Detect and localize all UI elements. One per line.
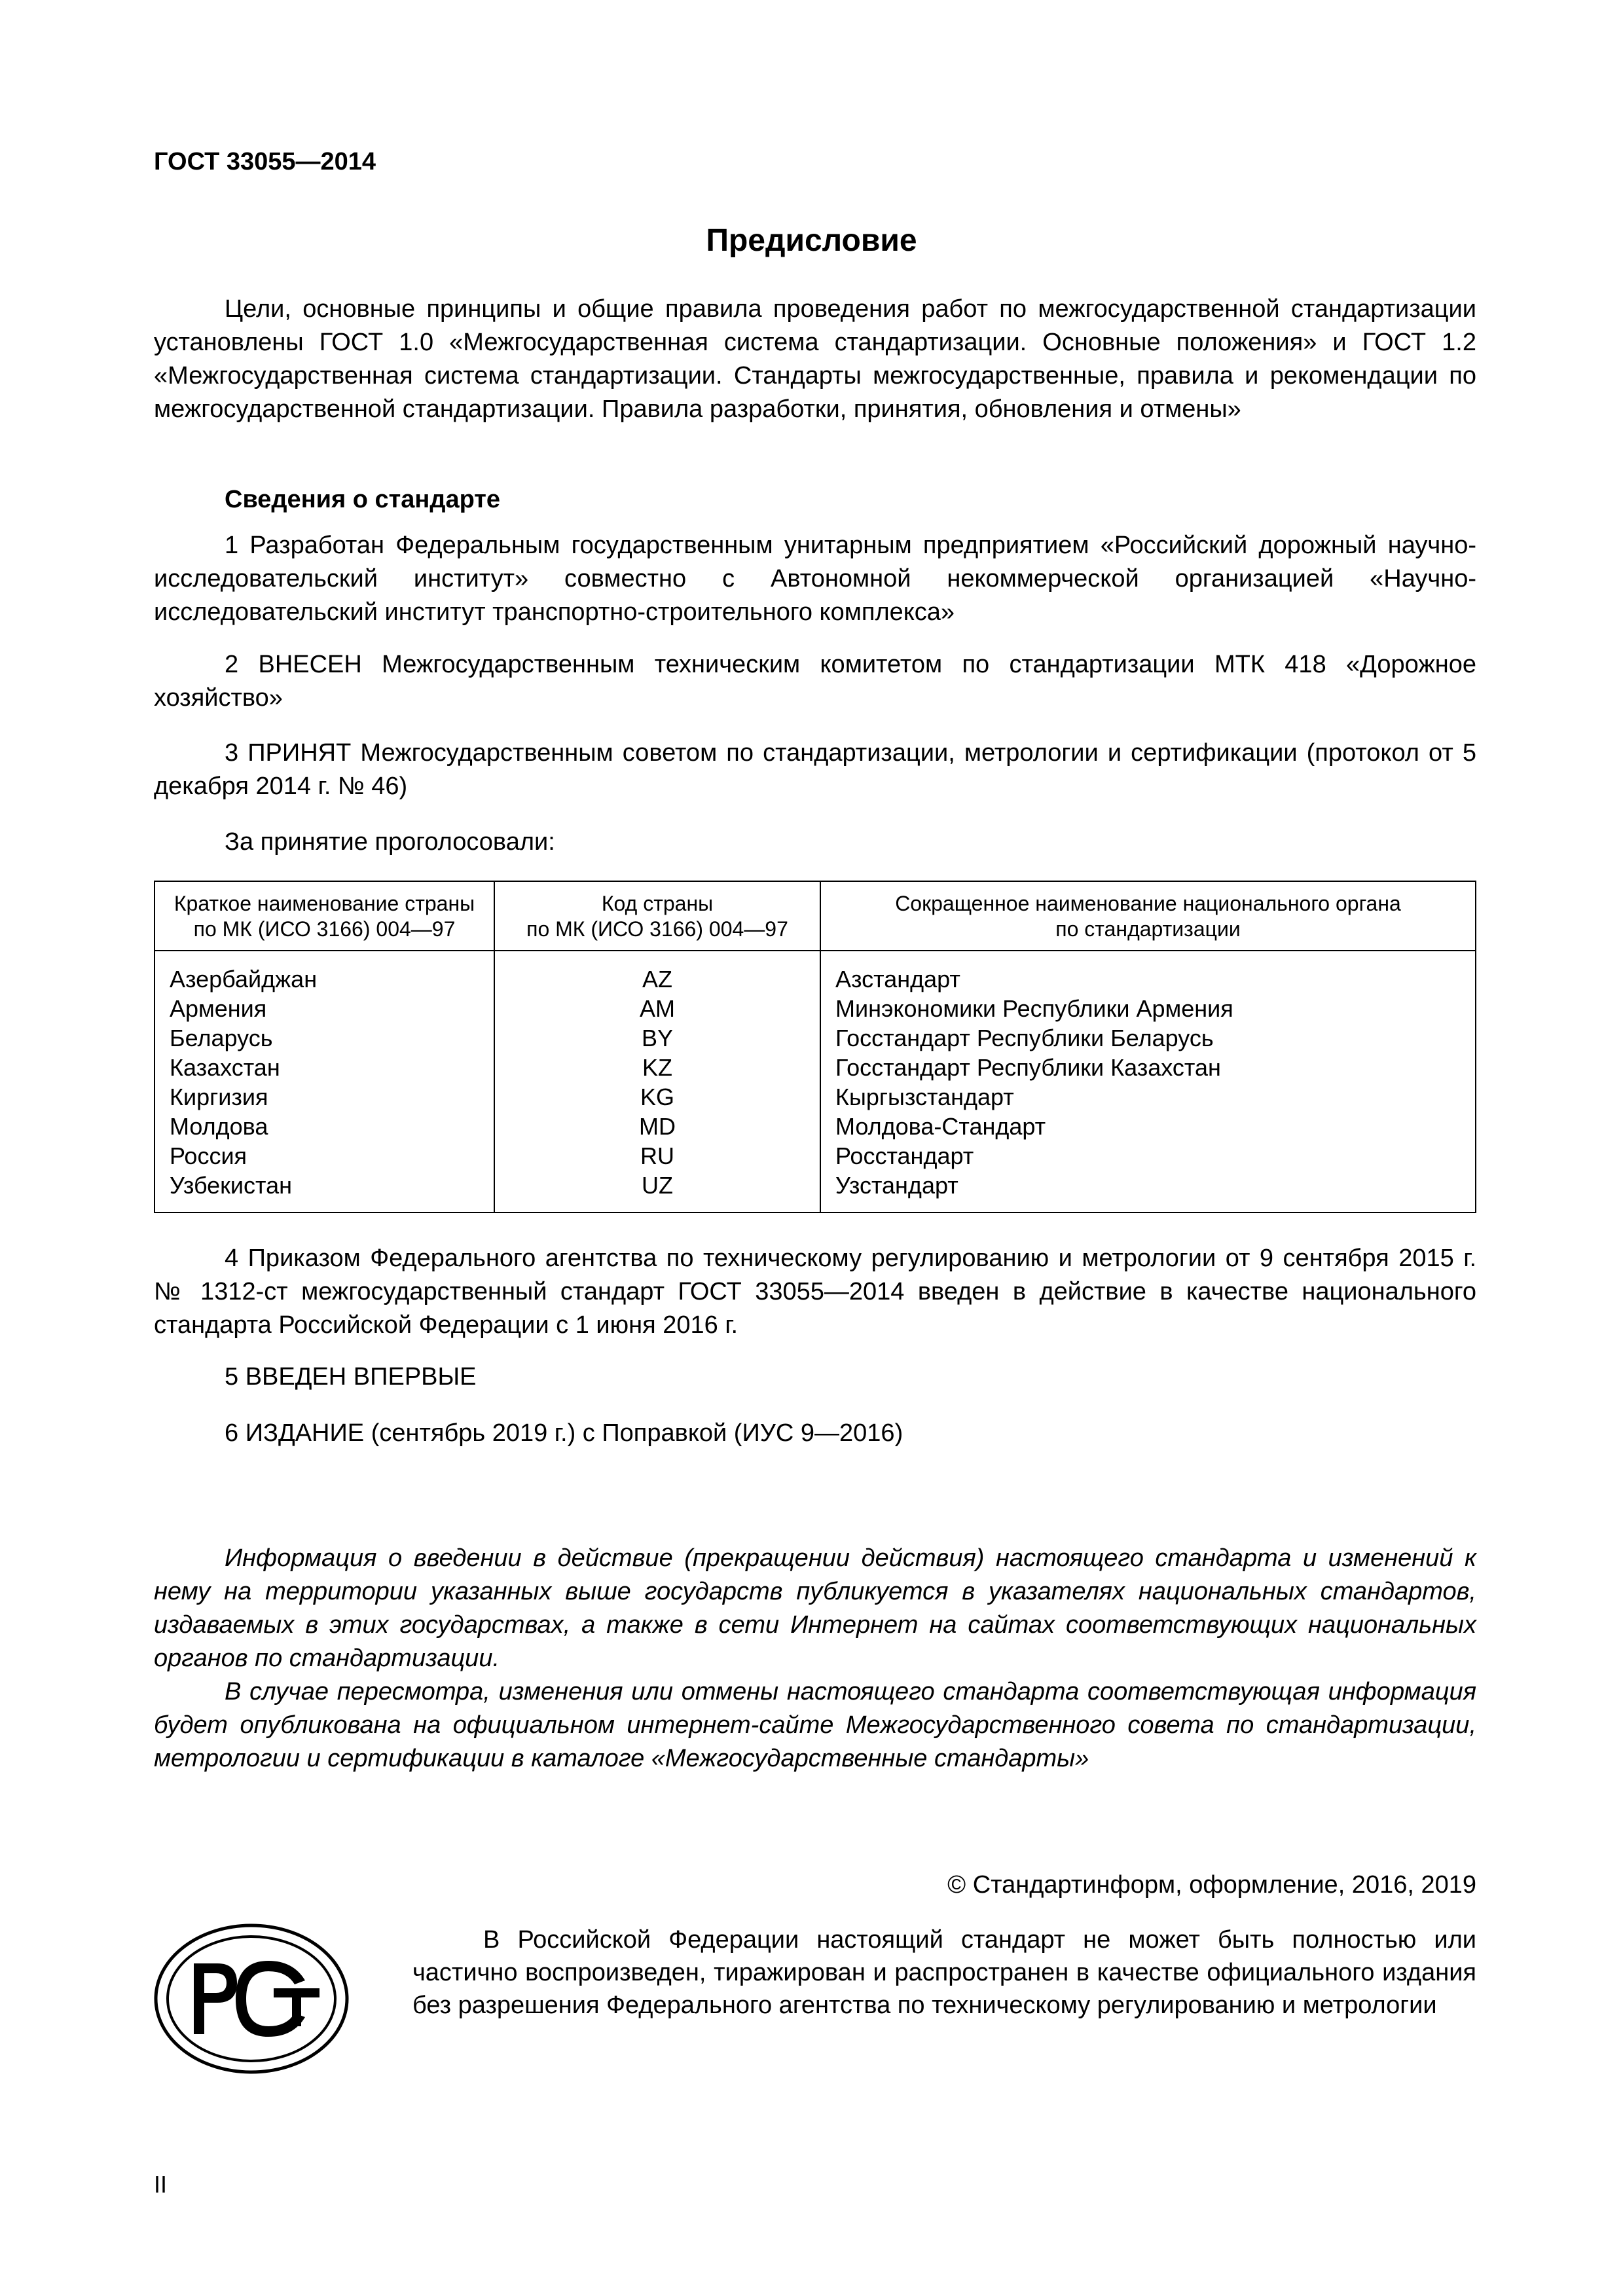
country-code: BY	[494, 1023, 820, 1053]
country-name: Молдова	[155, 1112, 494, 1141]
national-body: Минэкономики Республики Армения	[820, 994, 1476, 1023]
item-developed	[154, 529, 1476, 629]
page-number: II	[154, 2171, 168, 2198]
country-name: Армения	[155, 994, 494, 1023]
item-first-introduced	[154, 1360, 1476, 1394]
country-name: Россия	[155, 1141, 494, 1171]
info-paragraph-2: В случае пересмотра, изменения или отмены настоящего стандарта соответствующая информация будет опубликована на официальном интернет-сайте Межгосударственного совета по стандартизации, метрологии и сертификации в каталоге «Межгосударственные стандарты»	[154, 1678, 1476, 1772]
header-country-name: Краткое наименование страны по МК (ИСО 3166) 004—97	[155, 881, 494, 951]
national-body: Молдова-Стандарт	[820, 1112, 1476, 1141]
item-adopted	[154, 737, 1476, 803]
country-code: MD	[494, 1112, 820, 1141]
country-code: AM	[494, 994, 820, 1023]
item-first-introduced-text: 5 ВВЕДЕН ВПЕРВЫЕ	[225, 1363, 477, 1391]
copyright-line: © Стандартинформ, оформление, 2016, 2019	[947, 1871, 1476, 1899]
item-introduced-text: 2 ВНЕСЕН Межгосударственным техническим комитетом по стандартизации МТК 418 «Дорожное хозяйство»	[154, 651, 1476, 712]
info-notice	[154, 1542, 1476, 1776]
table-row	[155, 951, 1476, 994]
table-header-row	[155, 881, 1476, 951]
national-body: Госстандарт Республики Казахстан	[820, 1053, 1476, 1082]
item-adopted-text: 3 ПРИНЯТ Межгосударственным советом по стандартизации, метрологии и сертификации (протокол от 5 декабря 2014 г. № 46)	[154, 739, 1476, 800]
table-row	[155, 1171, 1476, 1212]
voted-label	[154, 826, 1476, 859]
intro-paragraph	[154, 293, 1476, 426]
country-code: AZ	[494, 951, 820, 994]
subheading: Сведения о стандарте	[225, 486, 501, 513]
table-row	[155, 1141, 1476, 1171]
table-row	[155, 1112, 1476, 1141]
voted-label-text: За принятие проголосовали:	[225, 828, 555, 856]
national-body: Кыргызстандарт	[820, 1082, 1476, 1112]
item-edition	[154, 1417, 1476, 1450]
table-row	[155, 994, 1476, 1023]
national-body: Азстандарт	[820, 951, 1476, 994]
national-body: Узстандарт	[820, 1171, 1476, 1212]
intro-text: Цели, основные принципы и общие правила проведения работ по межгосударственной стандартизации установлены ГОСТ 1.0 «Межгосударственная система стандартизации. Основные положения» и ГОСТ 1.2 «Межгосударственная система стандартизации. Стандарты межгосударственные, правила и рекомендации по межгосударственной стандартизации. Правила разработки, принятия, обновления и отмены»	[154, 295, 1476, 423]
country-code: KZ	[494, 1053, 820, 1082]
table-row	[155, 1023, 1476, 1053]
rights-notice	[412, 1923, 1476, 2022]
country-code: RU	[494, 1141, 820, 1171]
header-national-body: Сокращенное наименование национального органа по стандартизации	[820, 881, 1476, 951]
country-name: Узбекистан	[155, 1171, 494, 1212]
item-order	[154, 1242, 1476, 1342]
standard-info-heading	[154, 483, 1476, 517]
table-row	[155, 1082, 1476, 1112]
standard-code: ГОСТ 33055—2014	[154, 148, 376, 175]
item-order-text: 4 Приказом Федерального агентства по техническому регулированию и метрологии от 9 сентября 2015 г. № 1312-ст межгосударственный стандарт ГОСТ 33055—2014 введен в действие в качестве национального стандарта Российской Федерации с 1 июня 2016 г.	[154, 1245, 1476, 1339]
country-code: UZ	[494, 1171, 820, 1212]
rights-text: В Российской Федерации настоящий стандарт не может быть полностью или частично воспроизведен, тиражирован и распространен в качестве официального издания без разрешения Федерального агентства по техническому регулированию и метрологии	[412, 1926, 1476, 2019]
page-title: Предисловие	[706, 223, 917, 258]
country-name: Казахстан	[155, 1053, 494, 1082]
country-name: Киргизия	[155, 1082, 494, 1112]
item-introduced	[154, 648, 1476, 715]
country-code: KG	[494, 1082, 820, 1112]
voting-countries-table	[154, 881, 1476, 1213]
country-name: Беларусь	[155, 1023, 494, 1053]
item-edition-text: 6 ИЗДАНИЕ (сентябрь 2019 г.) с Поправкой (ИУС 9—2016)	[225, 1419, 903, 1447]
country-name: Азербайджан	[155, 951, 494, 994]
info-paragraph-1: Информация о введении в действие (прекращении действия) настоящего стандарта и изменений к нему на территории указанных выше государств публикуется в указателях национальных стандартов, издаваемых в этих государствах, а также в сети Интернет на сайтах соответствующих национальных органов по стандартизации.	[154, 1544, 1476, 1672]
header-country-code: Код страны по МК (ИСО 3166) 004—97	[494, 881, 820, 951]
rst-certification-mark-icon	[153, 1923, 350, 2075]
item-developed-text: 1 Разработан Федеральным государственным унитарным предприятием «Российский дорожный научно-исследовательский институт» совместно с Автономной некоммерческой организацией «Научно-исследовательский институт транспортно-строительного комплекса»	[154, 532, 1476, 626]
national-body: Росстандарт	[820, 1141, 1476, 1171]
national-body: Госстандарт Республики Беларусь	[820, 1023, 1476, 1053]
table-row	[155, 1053, 1476, 1082]
